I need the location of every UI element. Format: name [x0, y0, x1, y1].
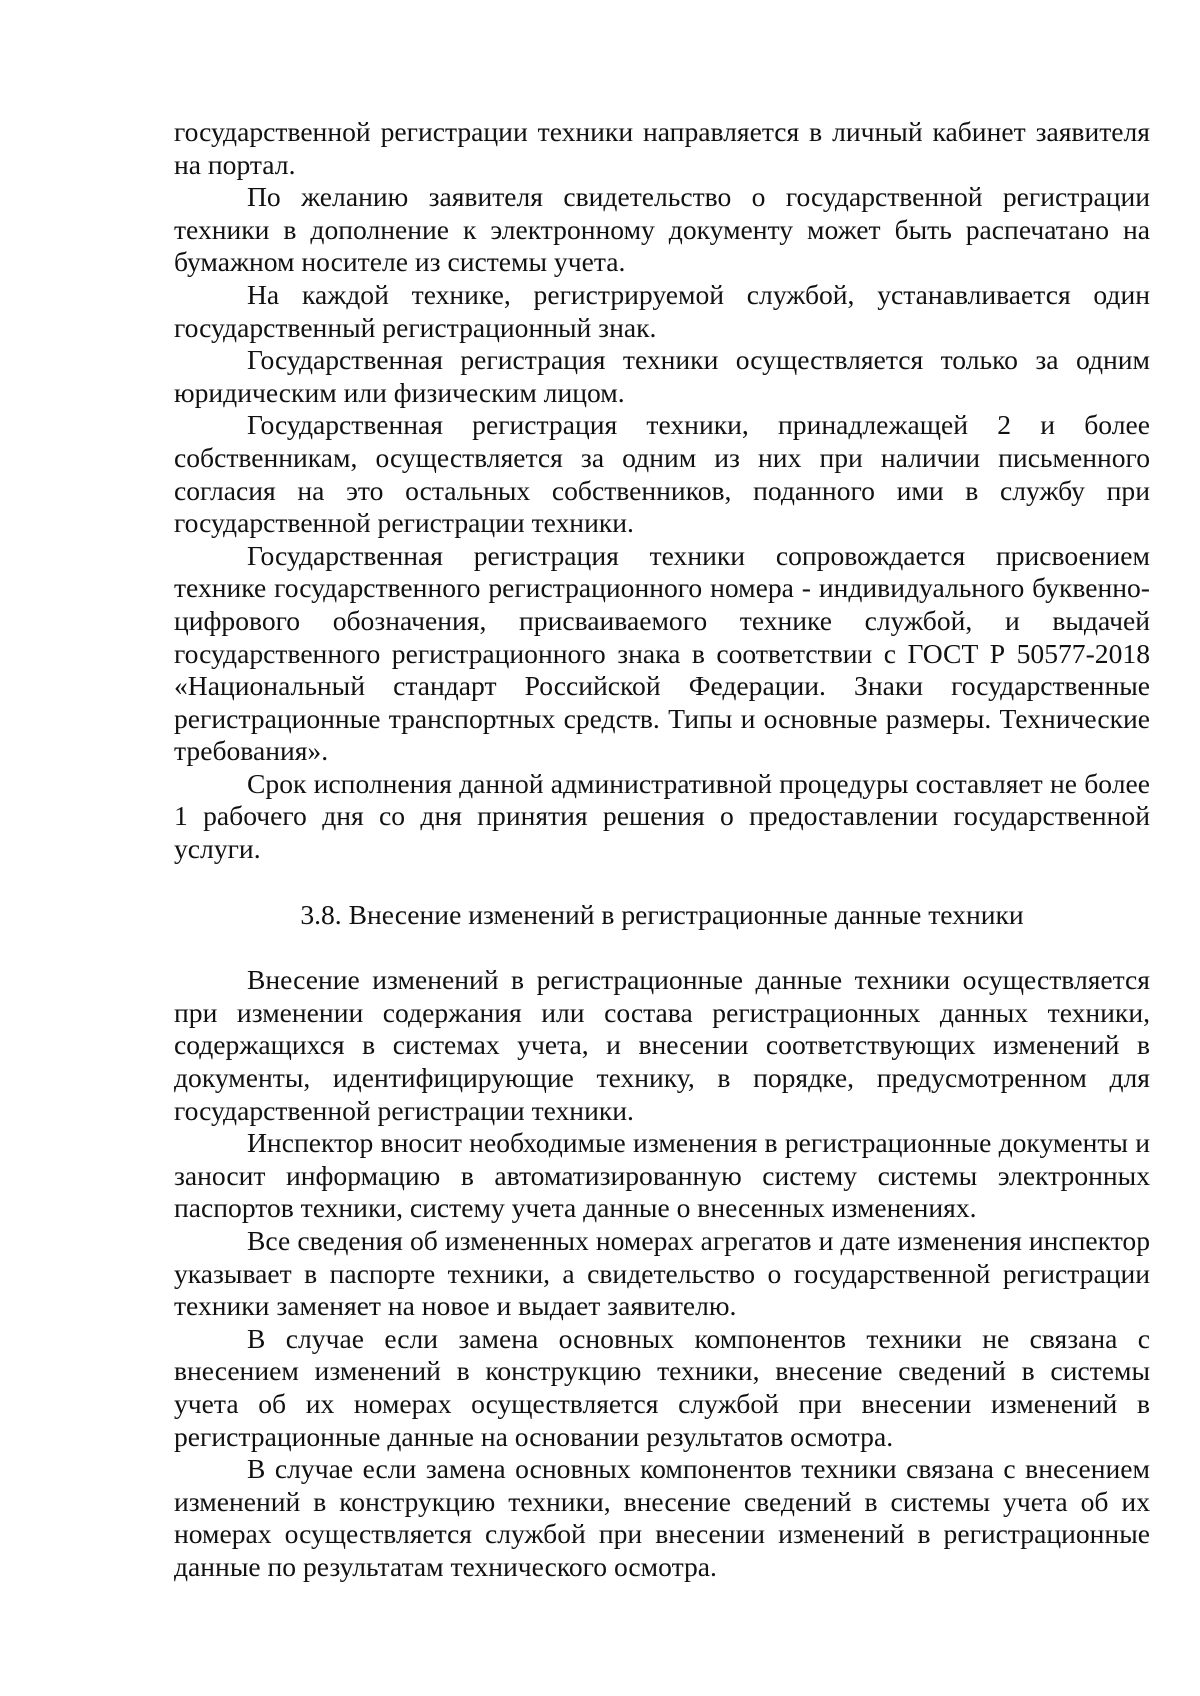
- paragraph: В случае если замена основных компонентов техники не связана с внесением изменений в конструкцию техники, внесение сведений в системы учета об их номерах осуществляется службой при внесении изменений в регистрационные данные на основании результатов осмотра.: [174, 1322, 1150, 1452]
- paragraph-continued: государственной регистрации техники направляется в личный кабинет заявителя на портал.: [174, 116, 1150, 180]
- paragraph: На каждой технике, регистрируемой службой, устанавливается один государственный регистрационный знак.: [174, 278, 1150, 343]
- paragraph: Инспектор вносит необходимые изменения в регистрационные документы и заносит информацию в автоматизированную систему системы электронных паспортов техники, систему учета данные о внесенных изменениях.: [174, 1127, 1150, 1224]
- paragraph: По желанию заявителя свидетельство о государственной регистрации техники в дополнение к электронному документу может быть распечатано на бумажном носителе из системы учета.: [174, 181, 1150, 278]
- paragraph: Государственная регистрация техники сопровождается присвоением технике государственного регистрационного номера - индивидуального буквенно-цифрового обозначения, присваиваемого технике службой, и выдачей государственного регистрационного знака в соответствии с ГОСТ Р 50577-2018 «Национальный стандарт Российской Федерации. Знаки государственные регистрационные транспортных средств. Типы и основные размеры. Технические требования».: [174, 539, 1150, 767]
- paragraph: Все сведения об измененных номерах агрегатов и дате изменения инспектор указывает в паспорте техники, а свидетельство о государственной регистрации техники заменяет на новое и выдает заявителю.: [174, 1225, 1150, 1322]
- paragraph: Срок исполнения данной административной процедуры составляет не более 1 рабочего дня со дня принятия решения о предоставлении государственной услуги.: [174, 767, 1150, 865]
- paragraph: Государственная регистрация техники, принадлежащей 2 и более собственникам, осуществляется за одним из них при наличии письменного согласия на это остальных собственников, поданного ими в службу при государственной регистрации техники.: [174, 409, 1150, 539]
- paragraph: Внесение изменений в регистрационные данные техники осуществляется при изменении содержания или состава регистрационных данных техники, содержащихся в системах учета, и внесении соответствующих изменений в документы, идентифицирующие технику, в порядке, предусмотренном для государственной регистрации техники.: [174, 964, 1150, 1126]
- section-heading: 3.8. Внесение изменений в регистрационные данные техники: [300, 898, 1024, 930]
- document-page: [174, 116, 1150, 1584]
- paragraph: Государственная регистрация техники осуществляется только за одним юридическим или физическим лицом.: [174, 344, 1150, 408]
- paragraph: В случае если замена основных компонентов техники связана с внесением изменений в конструкцию техники, внесение сведений в системы учета об их номерах осуществляется службой при внесении изменений в регистрационные данные по результатам технического осмотра.: [174, 1453, 1150, 1582]
